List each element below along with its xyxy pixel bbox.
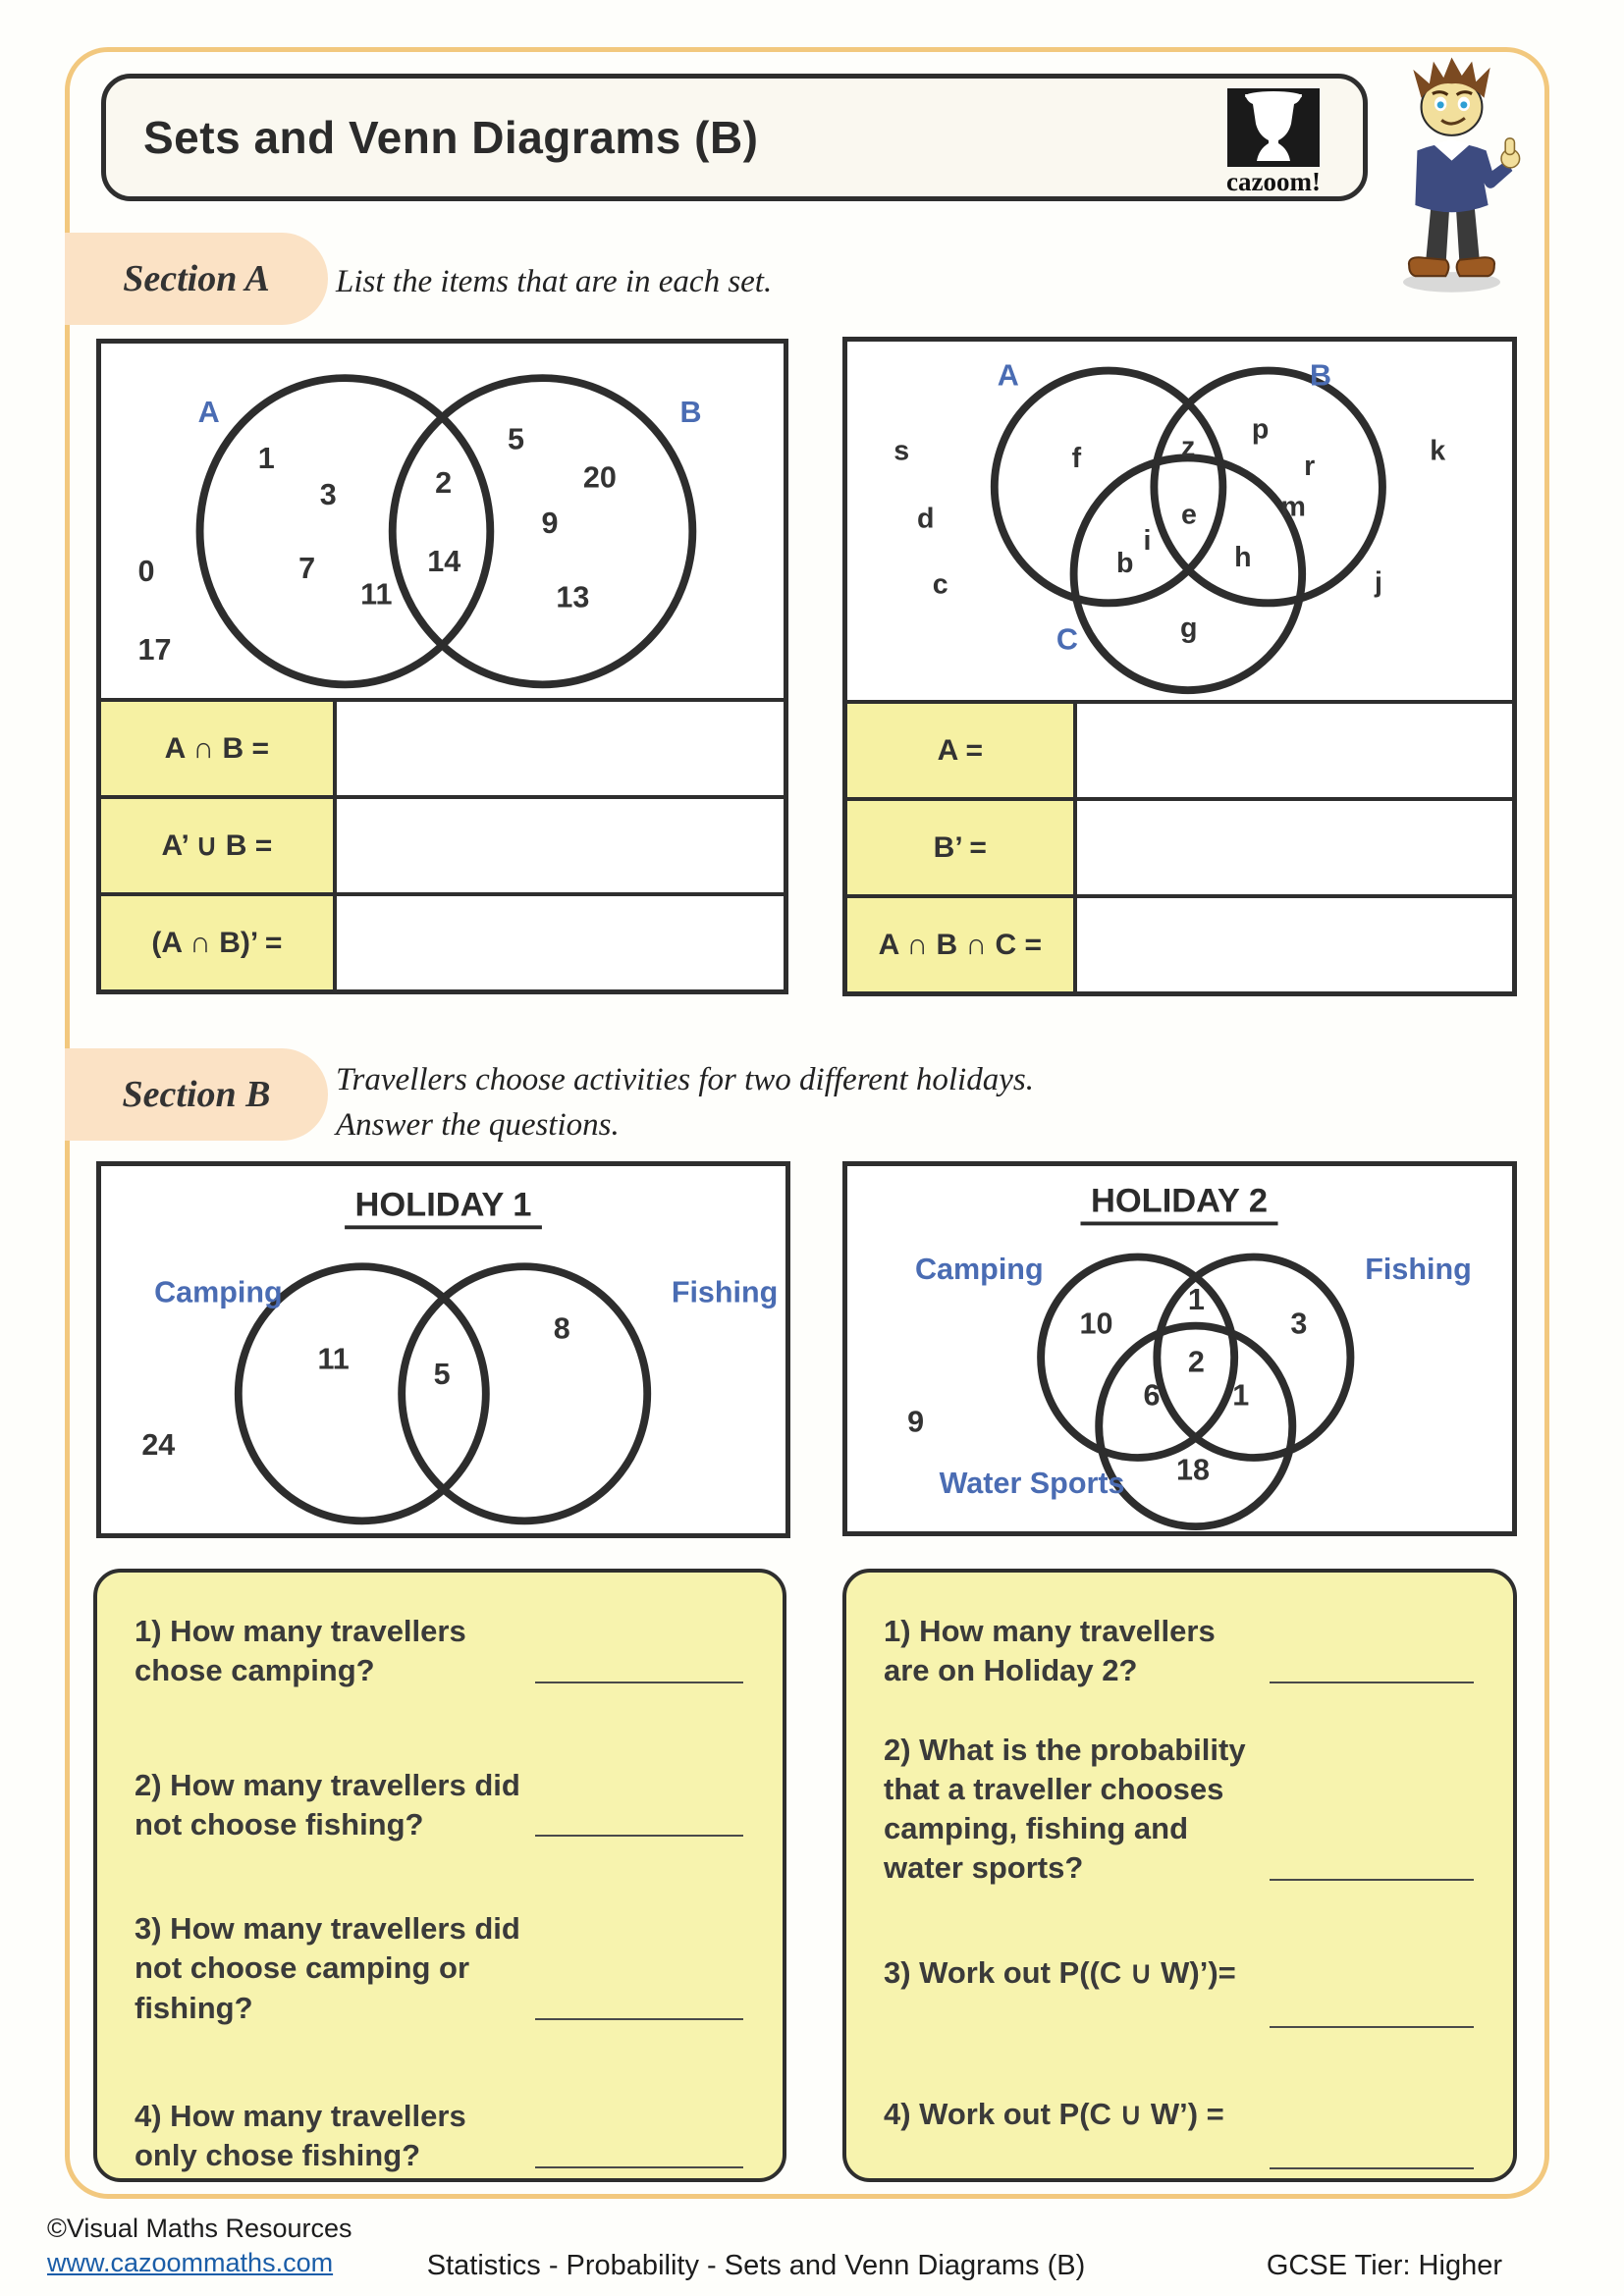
mascot-pupil	[1437, 101, 1444, 108]
venn-value: 0	[137, 555, 155, 588]
holiday2-title: HOLIDAY 2	[1090, 1182, 1269, 1220]
answer-row-label: A’ ∪ B =	[101, 799, 337, 892]
set-c-label: C	[1056, 622, 1078, 657]
question-text: 2) What is the probability that a traveller chooses camping, fishing and water sports?	[884, 1732, 1246, 1886]
footer-copyright: ©Visual Maths Resources	[47, 2214, 352, 2243]
holiday2-panel	[842, 1161, 1517, 1536]
section-b-instruction-line2: Answer the questions.	[336, 1106, 620, 1143]
venn-ab-panel	[96, 339, 788, 994]
question-row	[135, 1612, 743, 1691]
answer-row-label: A ∩ B =	[101, 702, 337, 795]
question-text: 3) How many travellers did not choose camping or fishing?	[135, 1911, 520, 2025]
venn-value: 17	[137, 633, 172, 667]
question-row	[884, 1953, 1474, 1993]
section-b-instruction-line1: Travellers choose activities for two different holidays.	[336, 1062, 1034, 1097]
venn-value: p	[1251, 413, 1270, 446]
venn-value: 11	[360, 577, 393, 612]
mascot-character	[1371, 51, 1533, 294]
venn-value: 10	[1079, 1308, 1113, 1341]
set-a-label: A	[197, 396, 220, 429]
answer-row	[847, 797, 1512, 894]
footer-topic: Statistics - Probability - Sets and Venn Diagrams (B)	[426, 2250, 1086, 2281]
questions-holiday2-box	[842, 1569, 1517, 2182]
venn-diagram-ab	[101, 344, 784, 698]
venn-value: 3	[1290, 1308, 1308, 1341]
section-a-pill	[65, 233, 328, 325]
holiday1-title: HOLIDAY 1	[354, 1186, 532, 1224]
title-box	[101, 74, 1368, 201]
venn-value: 18	[1176, 1454, 1211, 1487]
section-b-label: Section B	[122, 1074, 271, 1115]
venn-diagram-abc	[847, 342, 1512, 700]
venn-value: 1	[1232, 1379, 1250, 1413]
venn-value: 3	[319, 478, 337, 511]
venn-value: 1	[257, 441, 275, 475]
set-b-label: B	[1310, 358, 1332, 393]
answer-line[interactable]	[1270, 1682, 1474, 1683]
question-text: 3) Work out P((C ∪ W)’)=	[884, 1954, 1236, 1990]
venn-value: c	[932, 568, 948, 601]
venn-value: z	[1180, 431, 1196, 463]
footer-tier: GCSE Tier: Higher	[1266, 2250, 1502, 2281]
camping-label: Camping	[914, 1254, 1044, 1286]
answer-line[interactable]	[535, 1682, 743, 1683]
holiday2-venn-diagram	[847, 1166, 1512, 1531]
camping-label: Camping	[154, 1276, 283, 1309]
venn-value: j	[1375, 566, 1383, 599]
venn-value: r	[1304, 451, 1316, 483]
set-a-label: A	[997, 358, 1019, 393]
fishing-circle	[1157, 1257, 1350, 1459]
answer-row-label: (A ∩ B)’ =	[101, 896, 337, 989]
question-text: 4) Work out P(C ∪ W’) =	[884, 2097, 1224, 2132]
question-text: 1) How many travellers are on Holiday 2?	[884, 1614, 1216, 1688]
venn-circle-a	[197, 378, 491, 684]
mascot-sweater	[1415, 143, 1512, 212]
section-a-instruction: List the items that are in each set.	[336, 264, 773, 299]
venn-value: h	[1234, 541, 1252, 573]
answer-line[interactable]	[1270, 1879, 1474, 1881]
question-text: 2) How many travellers did not choose fishing?	[135, 1767, 520, 1842]
answer-row-label: A =	[847, 704, 1077, 797]
answer-line[interactable]	[1270, 2167, 1474, 2169]
water-sports-label: Water Sports	[939, 1468, 1125, 1501]
venn-value: 24	[141, 1429, 176, 1463]
answer-cell[interactable]	[1077, 801, 1512, 894]
holiday1-venn-diagram	[101, 1166, 785, 1533]
venn-value: i	[1143, 525, 1152, 558]
question-row	[884, 2095, 1474, 2134]
venn-value: 14	[427, 545, 461, 579]
answer-row	[101, 795, 784, 892]
venn-value: 5	[433, 1359, 451, 1392]
answer-cell[interactable]	[337, 799, 784, 892]
question-text: 4) How many travellers only chose fishing?	[135, 2099, 466, 2173]
venn-value: 8	[553, 1312, 570, 1346]
question-row	[135, 1909, 743, 2028]
question-row	[884, 1612, 1474, 1691]
answer-cell[interactable]	[337, 702, 784, 795]
fishing-label: Fishing	[671, 1276, 779, 1309]
answer-row-label: A ∩ B ∩ C =	[847, 898, 1077, 991]
fishing-label: Fishing	[1365, 1254, 1472, 1286]
holiday1-panel	[96, 1161, 790, 1538]
answer-line[interactable]	[535, 2018, 743, 2020]
answer-cell[interactable]	[1077, 704, 1512, 797]
question-row	[135, 1766, 743, 1845]
venn-value: e	[1180, 499, 1197, 531]
answer-line[interactable]	[535, 1835, 743, 1837]
set-b-label: B	[679, 396, 702, 429]
answer-row	[847, 700, 1512, 797]
website-link[interactable]: www.cazoommaths.com	[47, 2248, 334, 2277]
venn-value: f	[1071, 443, 1082, 475]
answer-row	[847, 894, 1512, 991]
answer-cell[interactable]	[337, 896, 784, 989]
answer-row	[101, 698, 784, 795]
answer-row-label: B’ =	[847, 801, 1077, 894]
venn-value: s	[893, 435, 910, 467]
mascot-pupil	[1460, 101, 1467, 108]
venn-value: m	[1280, 491, 1306, 523]
answer-line[interactable]	[535, 2166, 743, 2168]
question-row	[135, 2097, 743, 2176]
page-title: Sets and Venn Diagrams (B)	[143, 112, 759, 163]
venn-value: d	[916, 503, 935, 535]
logo-text: cazoom!	[1226, 167, 1321, 196]
venn-value: 9	[907, 1406, 925, 1439]
venn-value: 5	[508, 422, 525, 456]
venn-value: 2	[435, 466, 453, 501]
venn-value: 7	[298, 552, 316, 586]
section-a-label: Section A	[123, 258, 270, 299]
venn-value: 1	[1187, 1284, 1205, 1317]
venn-value: 20	[582, 460, 617, 495]
venn-value: 9	[541, 507, 559, 541]
venn-value: b	[1115, 547, 1134, 579]
venn-abc-panel	[842, 337, 1517, 996]
question-row	[884, 1731, 1474, 1889]
section-b-instruction	[336, 1058, 1034, 1148]
question-text: 1) How many travellers chose camping?	[135, 1614, 466, 1688]
venn-value: 6	[1143, 1379, 1161, 1413]
section-b-pill	[65, 1048, 328, 1141]
venn-value: k	[1430, 435, 1446, 467]
goblet-rim	[1245, 91, 1302, 101]
mascot-shoe	[1457, 257, 1494, 276]
answer-line[interactable]	[1270, 2026, 1474, 2028]
answer-cell[interactable]	[1077, 898, 1512, 991]
fishing-circle	[402, 1266, 647, 1521]
venn-value: 13	[556, 580, 590, 614]
cazoom-logo	[1210, 86, 1337, 196]
answer-row	[101, 892, 784, 989]
questions-holiday1-box	[93, 1569, 786, 2182]
venn-value: 2	[1187, 1346, 1205, 1379]
camping-circle	[1041, 1257, 1234, 1459]
venn-value: g	[1179, 612, 1198, 644]
mascot-shoe	[1409, 257, 1448, 276]
mascot-thumb	[1505, 138, 1514, 155]
venn-value: 11	[317, 1343, 350, 1376]
